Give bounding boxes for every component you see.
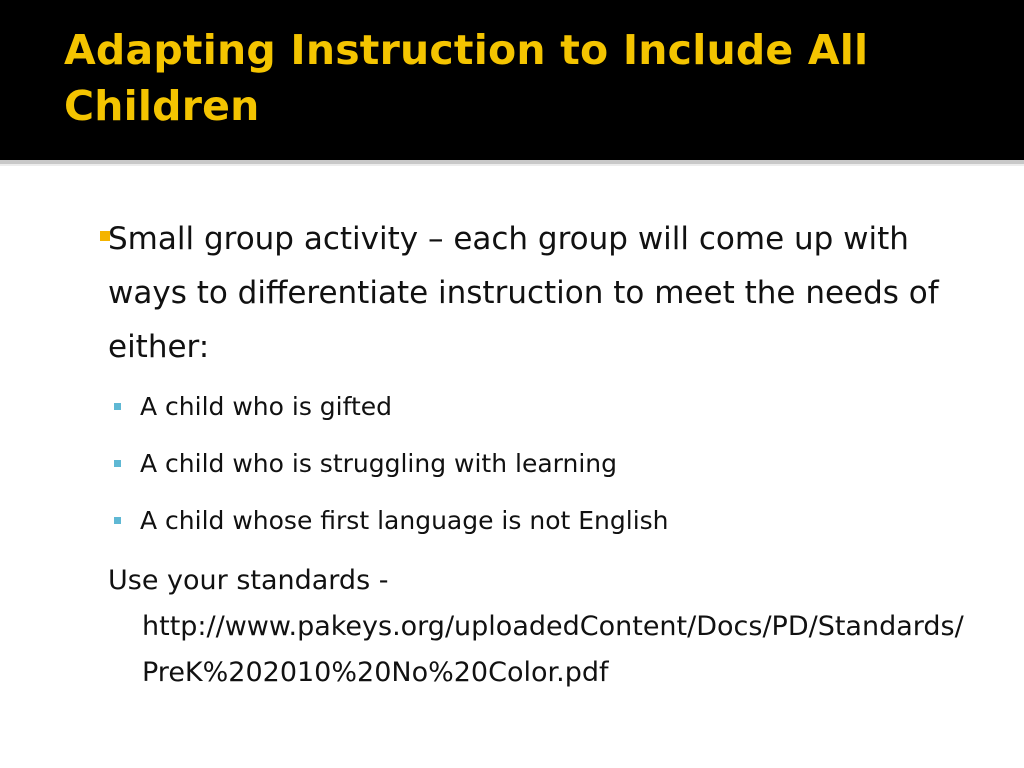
square-bullet-icon: [114, 403, 121, 410]
standards-link[interactable]: http://www.pakeys.org/uploadedContent/Docs/PD/Standards/PreK%202010%20No%20Color.pdf: [142, 611, 964, 688]
standards-intro: Use your standards -: [108, 565, 389, 596]
main-bullet-text: Small group activity – each group will come up with ways to differentiate instruction to meet the needs of either:: [108, 221, 939, 365]
square-bullet-icon: [114, 460, 121, 467]
sub-bullet-struggling: A child who is struggling with learning: [140, 449, 618, 478]
sub-bullet-gifted: A child who is gifted: [140, 392, 393, 421]
standards-paragraph: [108, 558, 978, 696]
sub-bullet-english: A child whose first language is not English: [140, 506, 669, 535]
square-bullet-icon: [114, 517, 121, 524]
slide-title: Adapting Instruction to Include All Children: [64, 26, 869, 130]
